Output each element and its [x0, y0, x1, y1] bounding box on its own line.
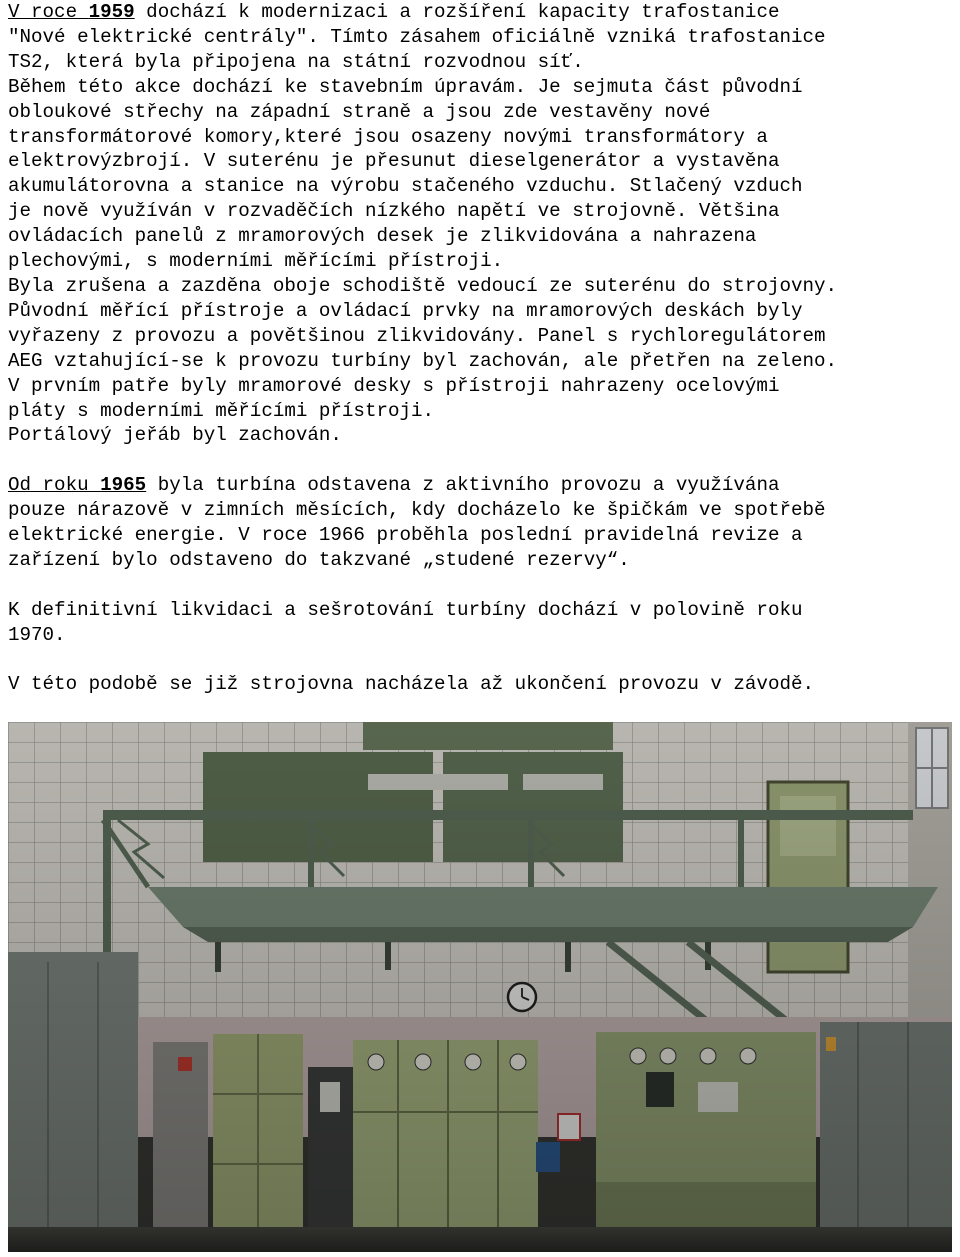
text-line: je nově využíván v rozvaděčích nízkého napětí ve strojovně. Většina	[8, 200, 780, 223]
text-line: obloukové střechy na západní straně a jsou zde vestavěny nové	[8, 100, 711, 123]
text-line: vyřazeny z provozu a povětšinou zlikvidovány. Panel s rychloregulátorem	[8, 324, 826, 347]
paragraph-gap	[8, 573, 960, 598]
year-highlight: 1965	[100, 474, 147, 497]
text-line: transformátorové komory,které jsou osazeny novými transformátory a	[8, 125, 768, 148]
paragraph-gap	[8, 448, 960, 473]
document-body	[8, 0, 960, 697]
text-line: 1970.	[8, 623, 66, 646]
engine-room-photo	[8, 722, 952, 1252]
paragraph-gap	[8, 648, 960, 673]
text-line: ovládacích panelů z mramorových desek je zlikvidována a nahrazena	[8, 225, 757, 248]
text-line: V prvním patře byly mramorové desky s přístroji nahrazeny ocelovými	[8, 374, 780, 397]
text-line: plechovými, s moderními měřícími přístroji.	[8, 250, 504, 273]
paragraph-liquidation	[8, 598, 960, 648]
text-line: elektrovýzbrojí. V suterénu je přesunut dieselgenerátor a vystavěna	[8, 150, 780, 173]
text-line: V roce 1959 dochází k modernizaci a rozšíření kapacity trafostanice	[8, 1, 780, 23]
photo-illustration	[8, 722, 952, 1252]
text-line: akumulátorovna a stanice na výrobu stačeného vzduchu. Stlačený vzduch	[8, 175, 803, 198]
text-line: pouze nárazově v zimních měsících, kdy docházelo ke špičkám ve spotřebě	[8, 499, 826, 522]
text-line: "Nové elektrické centrály". Tímto zásahem oficiálně vzniká trafostanice	[8, 25, 826, 48]
text-line: Od roku 1965 byla turbína odstavena z aktivního provozu a využívána	[8, 474, 780, 497]
paragraph-shutdown	[8, 473, 960, 573]
text-line: AEG vztahující-se k provozu turbíny byl zachován, ale přetřen na zeleno.	[8, 349, 838, 372]
text-line: pláty s moderními měřícími přístroji.	[8, 399, 435, 422]
paragraph-modernization	[8, 0, 960, 448]
text-line: TS2, která byla připojena na státní rozvodnou síť.	[8, 50, 584, 73]
text-line: Portálový jeřáb byl zachován.	[8, 424, 342, 447]
paragraph-final-state	[8, 672, 960, 697]
text-line: V této podobě se již strojovna nacházela až ukončení provozu v závodě.	[8, 673, 815, 696]
text-line: K definitivní likvidaci a sešrotování turbíny dochází v polovině roku	[8, 598, 803, 621]
text-line: elektrické energie. V roce 1966 proběhla poslední pravidelná revize a	[8, 524, 803, 547]
text-line: Původní měřící přístroje a ovládací prvky na mramorových deskách byly	[8, 299, 803, 322]
text-line: Byla zrušena a zazděna oboje schodiště vedoucí ze suterénu do strojovny.	[8, 274, 838, 297]
text-line: zařízení bylo odstaveno do takzvané „studené rezervy“.	[8, 548, 630, 571]
year-highlight: 1959	[88, 1, 135, 23]
text-line: Během této akce dochází ke stavebním úpravám. Je sejmuta část původní	[8, 75, 803, 98]
